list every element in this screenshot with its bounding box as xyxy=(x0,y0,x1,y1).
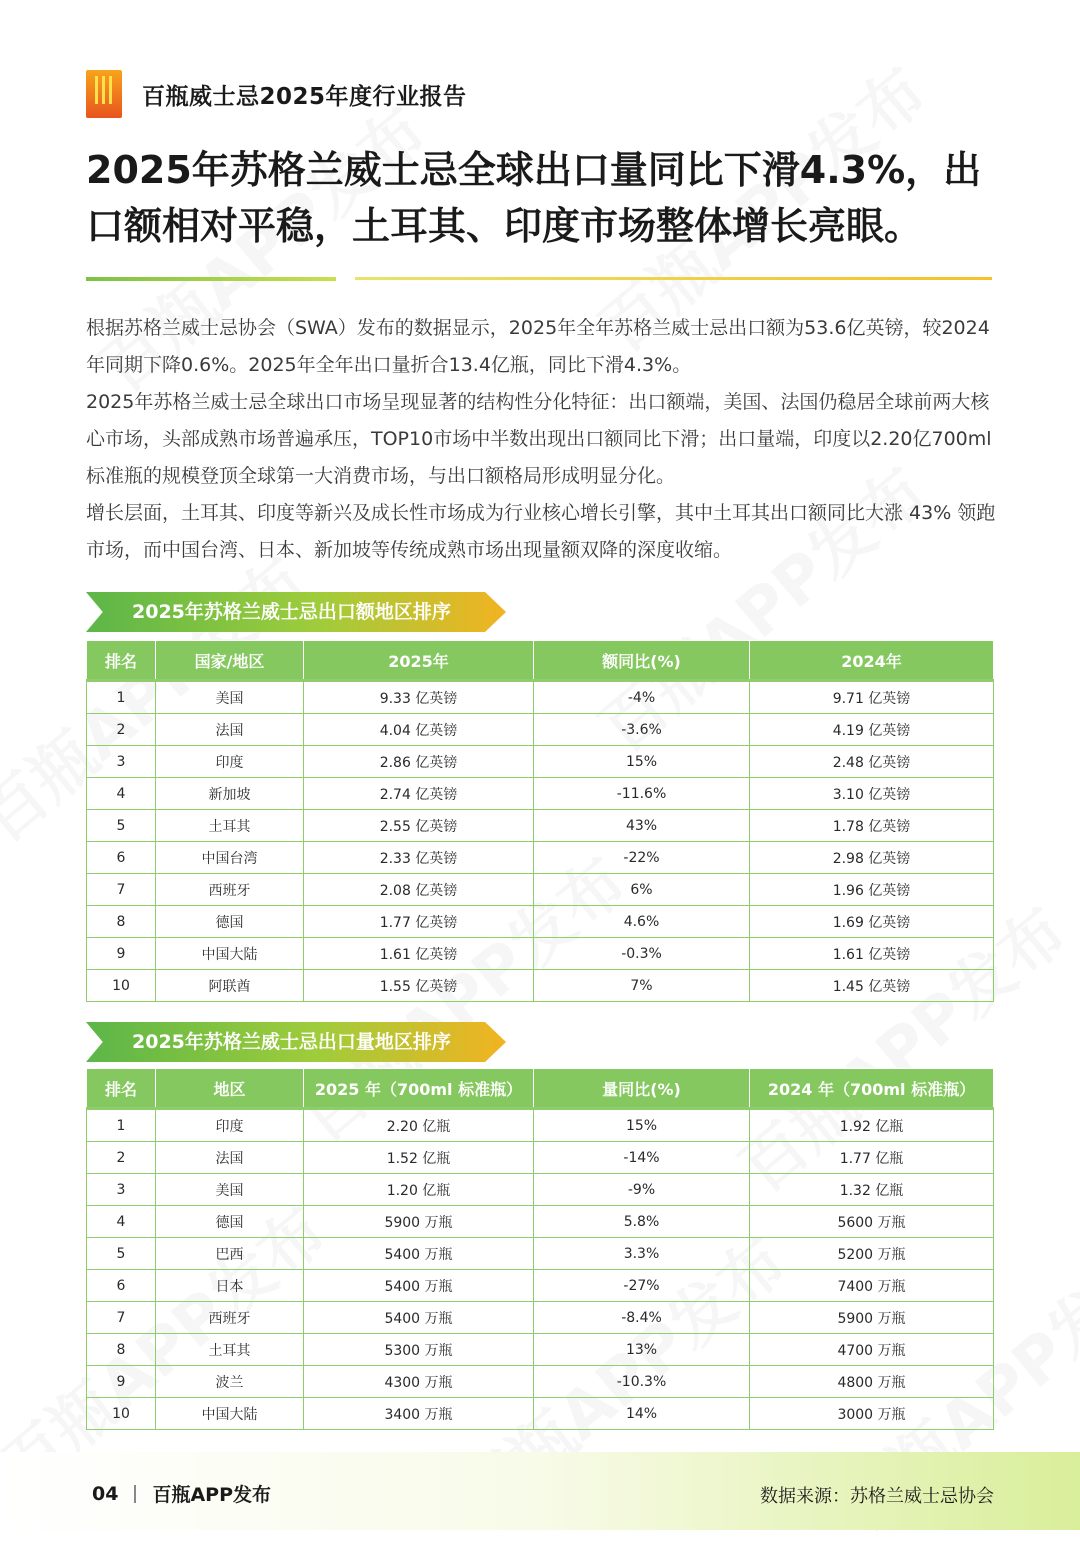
value-2025-cell: 5400 万瓶 xyxy=(304,1302,534,1334)
value-2025-cell: 2.55 亿英镑 xyxy=(304,810,534,842)
table-row xyxy=(87,906,994,938)
value-2024-cell: 1.78 亿英镑 xyxy=(750,810,994,842)
footer-left xyxy=(92,1480,271,1507)
yoy-cell: -4% xyxy=(534,681,750,714)
yoy-cell: 13% xyxy=(534,1334,750,1366)
yoy-cell: 3.3% xyxy=(534,1238,750,1270)
rank-cell: 5 xyxy=(87,810,156,842)
table-row xyxy=(87,1398,994,1430)
yoy-cell: -3.6% xyxy=(534,714,750,746)
export-volume-table xyxy=(86,1068,994,1430)
value-2024-cell: 9.71 亿英镑 xyxy=(750,681,994,714)
value-2024-cell: 4800 万瓶 xyxy=(750,1366,994,1398)
value-2025-cell: 5900 万瓶 xyxy=(304,1206,534,1238)
table-row xyxy=(87,1238,994,1270)
section-title: 2025年苏格兰威士忌出口量地区排序 xyxy=(132,1031,451,1053)
column-header-2024: 2024 年（700ml 标准瓶） xyxy=(750,1069,994,1109)
value-2025-cell: 2.74 亿英镑 xyxy=(304,778,534,810)
value-2024-cell: 1.96 亿英镑 xyxy=(750,874,994,906)
region-cell: 法国 xyxy=(156,1142,304,1174)
value-2024-cell: 1.45 亿英镑 xyxy=(750,970,994,1002)
yoy-cell: 43% xyxy=(534,810,750,842)
page-headline: 2025年苏格兰威士忌全球出口量同比下滑4.3%，出口额相对平稳，土耳其、印度市场整体增长亮眼。 xyxy=(86,148,982,248)
value-2024-cell: 5600 万瓶 xyxy=(750,1206,994,1238)
value-2025-cell: 9.33 亿英镑 xyxy=(304,681,534,714)
value-2024-cell: 3000 万瓶 xyxy=(750,1398,994,1430)
rank-cell: 3 xyxy=(87,1174,156,1206)
region-cell: 美国 xyxy=(156,681,304,714)
yoy-cell: 5.8% xyxy=(534,1206,750,1238)
value-2024-cell: 5900 万瓶 xyxy=(750,1302,994,1334)
rank-cell: 10 xyxy=(87,1398,156,1430)
value-2024-cell: 4.19 亿英镑 xyxy=(750,714,994,746)
value-2025-cell: 2.86 亿英镑 xyxy=(304,746,534,778)
column-header-2024: 2024年 xyxy=(750,641,994,681)
region-cell: 中国台湾 xyxy=(156,842,304,874)
region-cell: 中国大陆 xyxy=(156,1398,304,1430)
table-row xyxy=(87,874,994,906)
headline-divider-right xyxy=(355,277,992,280)
table-row xyxy=(87,938,994,970)
table-row xyxy=(87,714,994,746)
table-row xyxy=(87,1270,994,1302)
value-2024-cell: 3.10 亿英镑 xyxy=(750,778,994,810)
value-2025-cell: 4.04 亿英镑 xyxy=(304,714,534,746)
yoy-cell: 7% xyxy=(534,970,750,1002)
table-row xyxy=(87,810,994,842)
paragraph: 2025年苏格兰威士忌全球出口市场呈现显著的结构性分化特征：出口额端，美国、法国仍稳居全球前两大核心市场，头部成熟市场普遍承压，TOP10市场中半数出现出口额同比下滑；出口量端，印度以2.20亿700ml标准瓶的规模登顶全球第一大消费市场，与出口额格局形成明显分化。 xyxy=(86,391,992,487)
rank-cell: 4 xyxy=(87,778,156,810)
report-title: 百瓶威士忌2025年度行业报告 xyxy=(142,83,467,110)
region-cell: 德国 xyxy=(156,906,304,938)
yoy-cell: -9% xyxy=(534,1174,750,1206)
value-2025-cell: 3400 万瓶 xyxy=(304,1398,534,1430)
value-2025-cell: 1.77 亿英镑 xyxy=(304,906,534,938)
rank-cell: 10 xyxy=(87,970,156,1002)
table-row xyxy=(87,1334,994,1366)
value-2024-cell: 1.69 亿英镑 xyxy=(750,906,994,938)
table-row xyxy=(87,778,994,810)
rank-cell: 6 xyxy=(87,842,156,874)
region-cell: 西班牙 xyxy=(156,1302,304,1334)
section-banner-export-value xyxy=(86,592,506,632)
headline-divider-left xyxy=(86,277,336,281)
column-header-yoy: 量同比(%) xyxy=(534,1069,750,1109)
table-row xyxy=(87,1174,994,1206)
yoy-cell: -10.3% xyxy=(534,1366,750,1398)
report-header xyxy=(86,70,467,118)
region-cell: 印度 xyxy=(156,746,304,778)
value-2025-cell: 1.52 亿瓶 xyxy=(304,1142,534,1174)
yoy-cell: -27% xyxy=(534,1270,750,1302)
table-header-row xyxy=(87,1069,994,1109)
rank-cell: 3 xyxy=(87,746,156,778)
intro-text xyxy=(86,310,996,569)
table-row xyxy=(87,970,994,1002)
value-2025-cell: 5400 万瓶 xyxy=(304,1238,534,1270)
column-header-rank: 排名 xyxy=(87,1069,156,1109)
region-cell: 印度 xyxy=(156,1109,304,1142)
table-body xyxy=(87,681,994,1002)
value-2025-cell: 1.61 亿英镑 xyxy=(304,938,534,970)
value-2025-cell: 2.20 亿瓶 xyxy=(304,1109,534,1142)
page-number: 04 xyxy=(92,1482,119,1505)
rank-cell: 8 xyxy=(87,1334,156,1366)
region-cell: 西班牙 xyxy=(156,874,304,906)
rank-cell: 7 xyxy=(87,874,156,906)
region-cell: 美国 xyxy=(156,1174,304,1206)
yoy-cell: 15% xyxy=(534,746,750,778)
column-header-region: 国家/地区 xyxy=(156,641,304,681)
yoy-cell: -22% xyxy=(534,842,750,874)
export-value-table xyxy=(86,640,994,1002)
value-2024-cell: 4700 万瓶 xyxy=(750,1334,994,1366)
paragraph: 增长层面，土耳其、印度等新兴及成长性市场成为行业核心增长引擎，其中土耳其出口额同比大涨 43% 领跑市场，而中国台湾、日本、新加坡等传统成熟市场出现量额双降的深度收缩。 xyxy=(86,502,996,561)
value-2024-cell: 1.92 亿瓶 xyxy=(750,1109,994,1142)
value-2024-cell: 1.32 亿瓶 xyxy=(750,1174,994,1206)
value-2025-cell: 5300 万瓶 xyxy=(304,1334,534,1366)
value-2024-cell: 2.48 亿英镑 xyxy=(750,746,994,778)
yoy-cell: -8.4% xyxy=(534,1302,750,1334)
yoy-cell: 6% xyxy=(534,874,750,906)
value-2024-cell: 5200 万瓶 xyxy=(750,1238,994,1270)
table-header-row xyxy=(87,641,994,681)
value-2025-cell: 1.20 亿瓶 xyxy=(304,1174,534,1206)
rank-cell: 7 xyxy=(87,1302,156,1334)
table-row xyxy=(87,746,994,778)
rank-cell: 5 xyxy=(87,1238,156,1270)
table-row xyxy=(87,681,994,714)
region-cell: 阿联酋 xyxy=(156,970,304,1002)
rank-cell: 9 xyxy=(87,938,156,970)
table-row xyxy=(87,842,994,874)
section-title: 2025年苏格兰威士忌出口额地区排序 xyxy=(132,601,451,623)
table-row xyxy=(87,1109,994,1142)
rank-cell: 4 xyxy=(87,1206,156,1238)
value-2024-cell: 1.77 亿瓶 xyxy=(750,1142,994,1174)
rank-cell: 2 xyxy=(87,714,156,746)
region-cell: 土耳其 xyxy=(156,810,304,842)
section-banner-export-volume xyxy=(86,1022,506,1062)
column-header-2025: 2025 年（700ml 标准瓶） xyxy=(304,1069,534,1109)
yoy-cell: 14% xyxy=(534,1398,750,1430)
value-2024-cell: 1.61 亿英镑 xyxy=(750,938,994,970)
region-cell: 波兰 xyxy=(156,1366,304,1398)
value-2025-cell: 4300 万瓶 xyxy=(304,1366,534,1398)
publisher-label: 百瓶APP发布 xyxy=(152,1484,272,1506)
column-header-rank: 排名 xyxy=(87,641,156,681)
rank-cell: 6 xyxy=(87,1270,156,1302)
value-2025-cell: 2.08 亿英镑 xyxy=(304,874,534,906)
table-body xyxy=(87,1109,994,1430)
value-2025-cell: 2.33 亿英镑 xyxy=(304,842,534,874)
yoy-cell: -0.3% xyxy=(534,938,750,970)
value-2024-cell: 7400 万瓶 xyxy=(750,1270,994,1302)
footer-divider xyxy=(134,1485,136,1503)
column-header-region: 地区 xyxy=(156,1069,304,1109)
column-header-yoy: 额同比(%) xyxy=(534,641,750,681)
region-cell: 中国大陆 xyxy=(156,938,304,970)
region-cell: 德国 xyxy=(156,1206,304,1238)
yoy-cell: 15% xyxy=(534,1109,750,1142)
region-cell: 巴西 xyxy=(156,1238,304,1270)
value-2024-cell: 2.98 亿英镑 xyxy=(750,842,994,874)
region-cell: 日本 xyxy=(156,1270,304,1302)
report-logo-icon xyxy=(86,70,122,118)
table-row xyxy=(87,1206,994,1238)
rank-cell: 2 xyxy=(87,1142,156,1174)
rank-cell: 1 xyxy=(87,1109,156,1142)
table-row xyxy=(87,1302,994,1334)
yoy-cell: 4.6% xyxy=(534,906,750,938)
region-cell: 法国 xyxy=(156,714,304,746)
region-cell: 新加坡 xyxy=(156,778,304,810)
rank-cell: 1 xyxy=(87,681,156,714)
rank-cell: 9 xyxy=(87,1366,156,1398)
region-cell: 土耳其 xyxy=(156,1334,304,1366)
value-2025-cell: 5400 万瓶 xyxy=(304,1270,534,1302)
value-2025-cell: 1.55 亿英镑 xyxy=(304,970,534,1002)
table-row xyxy=(87,1142,994,1174)
yoy-cell: -14% xyxy=(534,1142,750,1174)
yoy-cell: -11.6% xyxy=(534,778,750,810)
rank-cell: 8 xyxy=(87,906,156,938)
paragraph: 根据苏格兰威士忌协会（SWA）发布的数据显示，2025年全年苏格兰威士忌出口额为53.6亿英镑，较2024年同期下降0.6%。2025年全年出口量折合13.4亿瓶，同比下滑4.3%。 xyxy=(86,317,990,376)
table-row xyxy=(87,1366,994,1398)
data-source: 数据来源：苏格兰威士忌协会 xyxy=(760,1486,994,1507)
column-header-2025: 2025年 xyxy=(304,641,534,681)
